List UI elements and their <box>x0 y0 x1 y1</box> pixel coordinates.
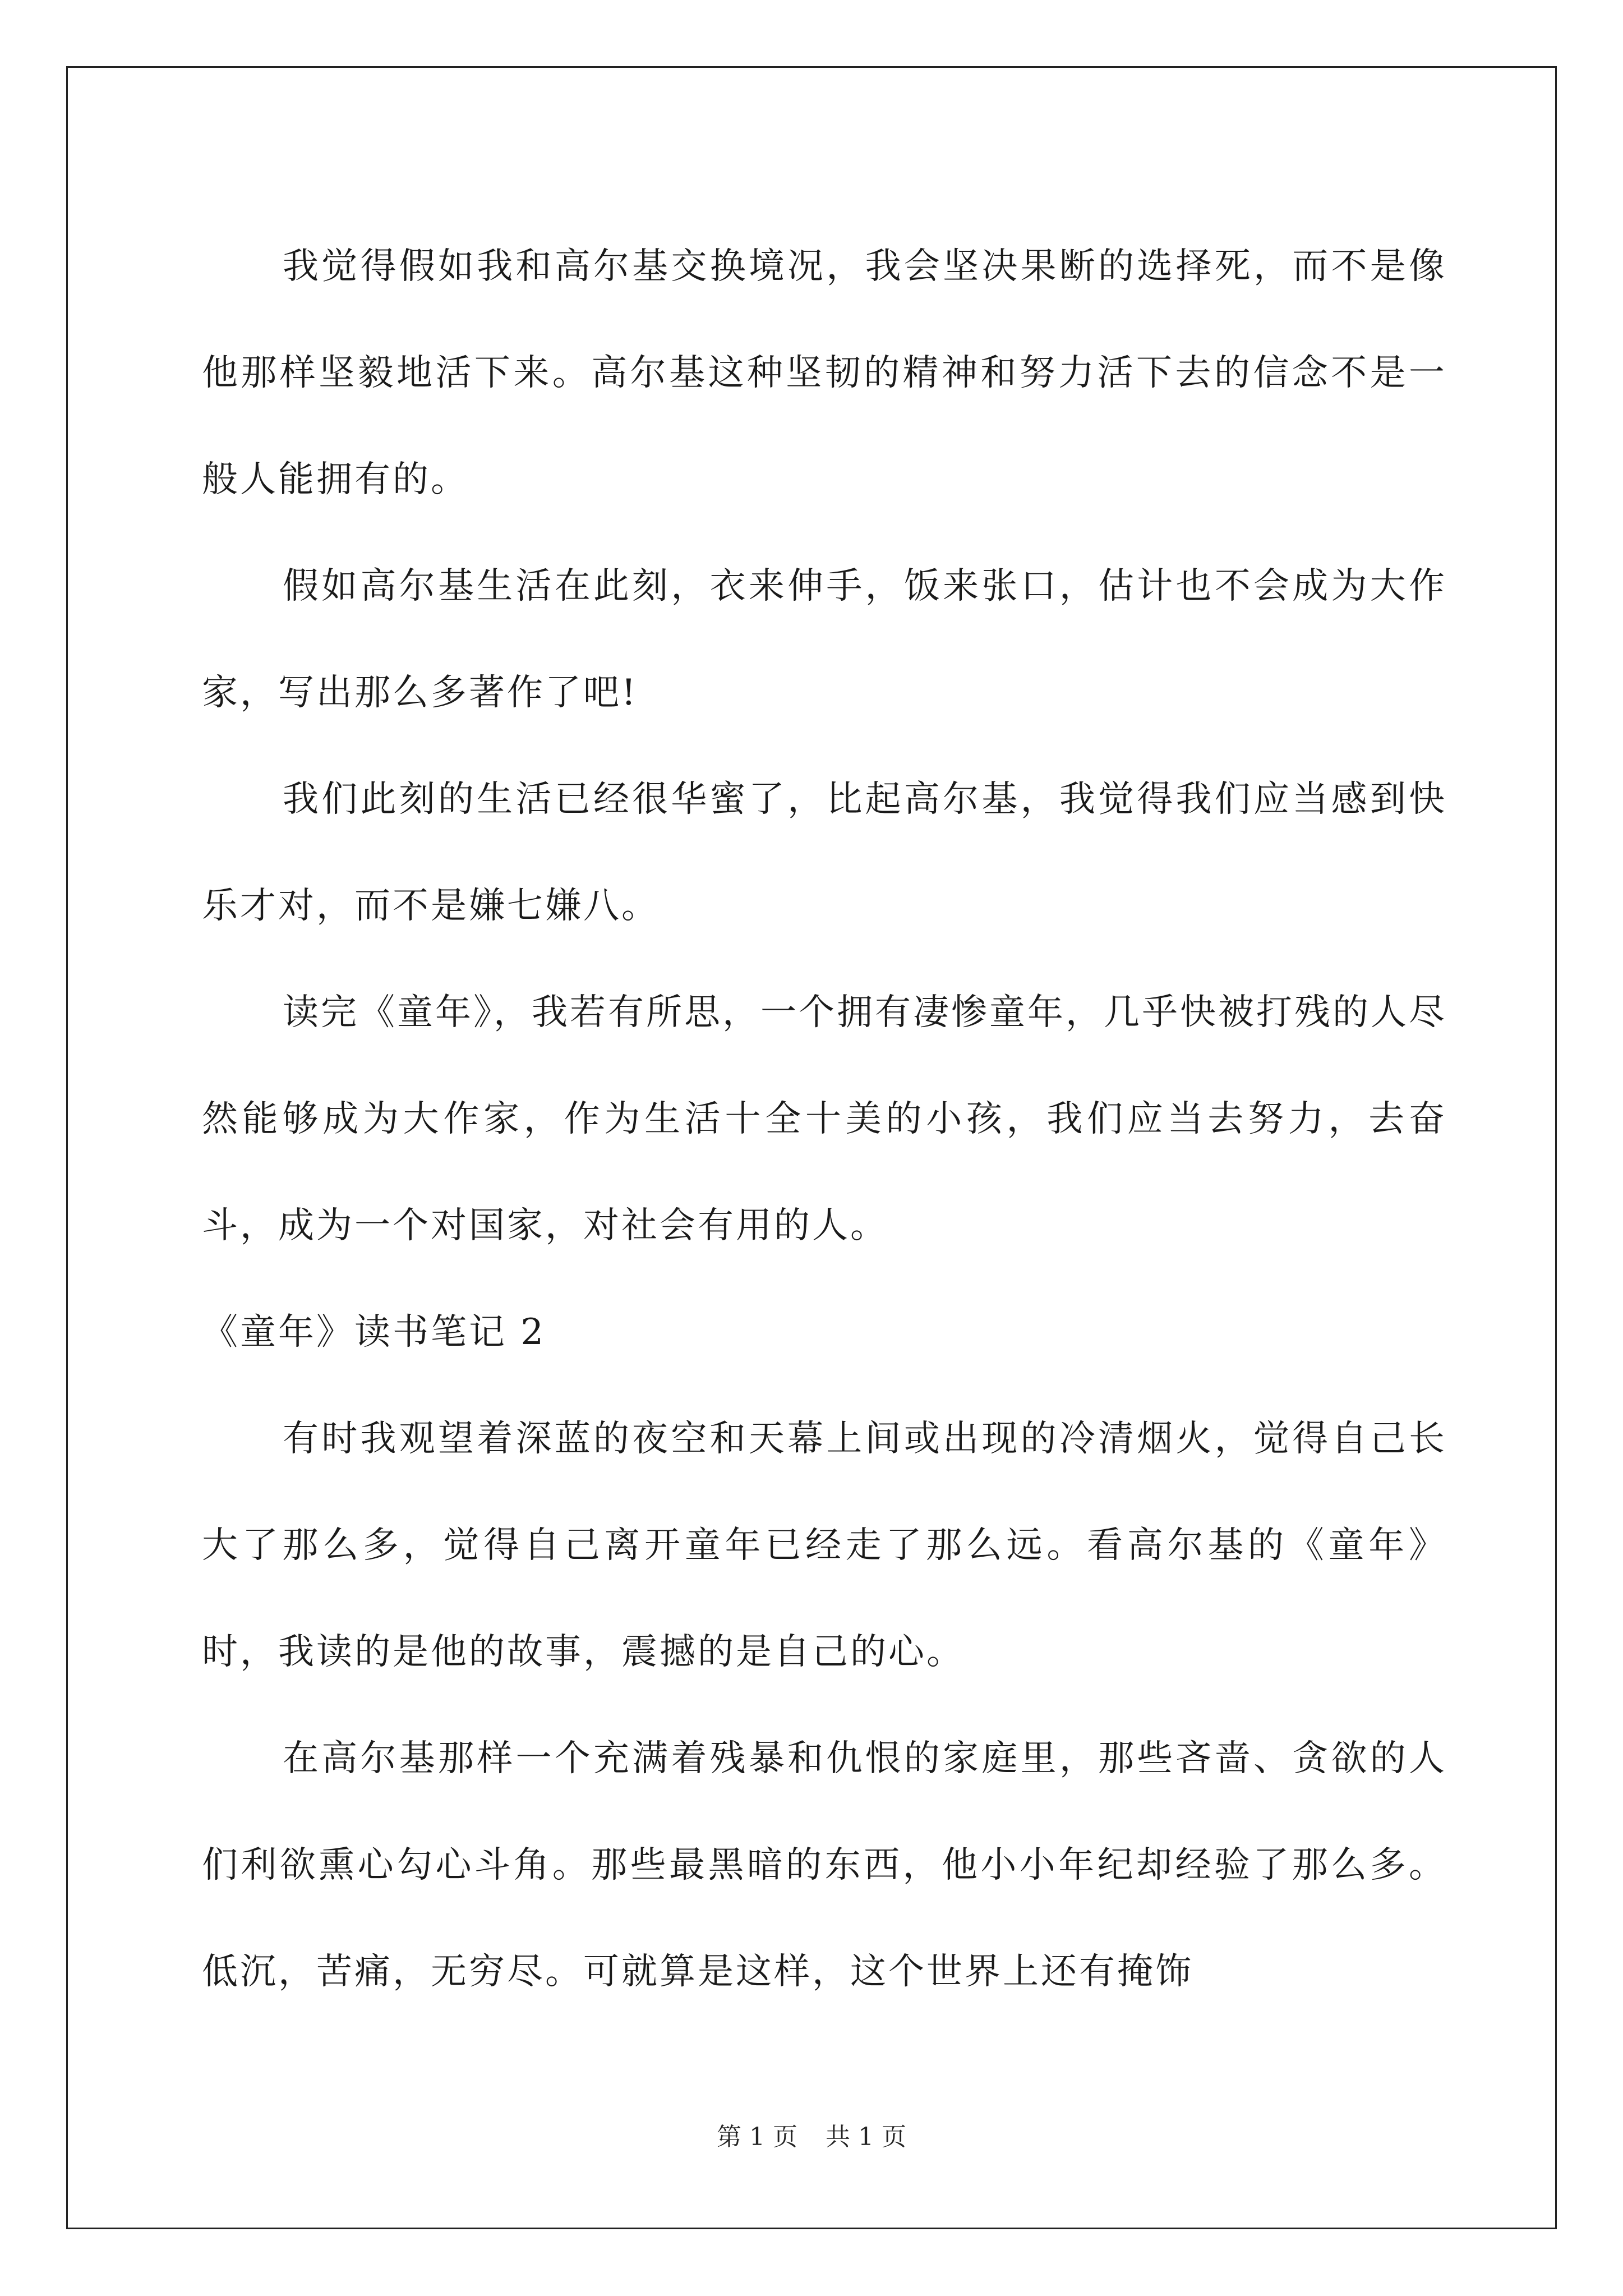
page-footer <box>0 2120 1623 2154</box>
paragraph: 在高尔基那样一个充满着残暴和仇恨的家庭里，那些吝啬、贪欲的人们利欲熏心勾心斗角。那些最黑暗的东西，他小小年纪却经验了那么多。低沉，苦痛，无穷尽。可就算是这样，这个世界上还有掩饰 <box>202 1738 1447 1993</box>
section-title: 《童年》读书笔记 2 <box>202 1312 546 1353</box>
document-body <box>202 213 1447 2025</box>
paragraph: 有时我观望着深蓝的夜空和天幕上间或出现的冷清烟火，觉得自己长大了那么多，觉得自己离开童年已经走了那么远。看高尔基的《童年》时，我读的是他的故事，震撼的是自己的心。 <box>202 1418 1447 1673</box>
paragraph: 我们此刻的生活已经很华蜜了，比起高尔基，我觉得我们应当感到快乐才对，而不是嫌七嫌八。 <box>202 779 1447 927</box>
paragraph: 我觉得假如我和高尔基交换境况，我会坚决果断的选择死，而不是像他那样坚毅地活下来。高尔基这种坚韧的精神和努力活下去的信念不是一般人能拥有的。 <box>202 246 1447 500</box>
page-number: 第 1 页 <box>717 2123 797 2151</box>
paragraph: 读完《童年》，我若有所思，一个拥有凄惨童年，几乎快被打残的人尽然能够成为大作家，作为生活十全十美的小孩，我们应当去努力，去奋斗，成为一个对国家，对社会有用的人。 <box>202 992 1447 1246</box>
page-count: 共 1 页 <box>826 2123 906 2151</box>
paragraph: 假如高尔基生活在此刻，衣来伸手，饭来张口，估计也不会成为大作家，写出那么多著作了吧! <box>202 565 1447 714</box>
